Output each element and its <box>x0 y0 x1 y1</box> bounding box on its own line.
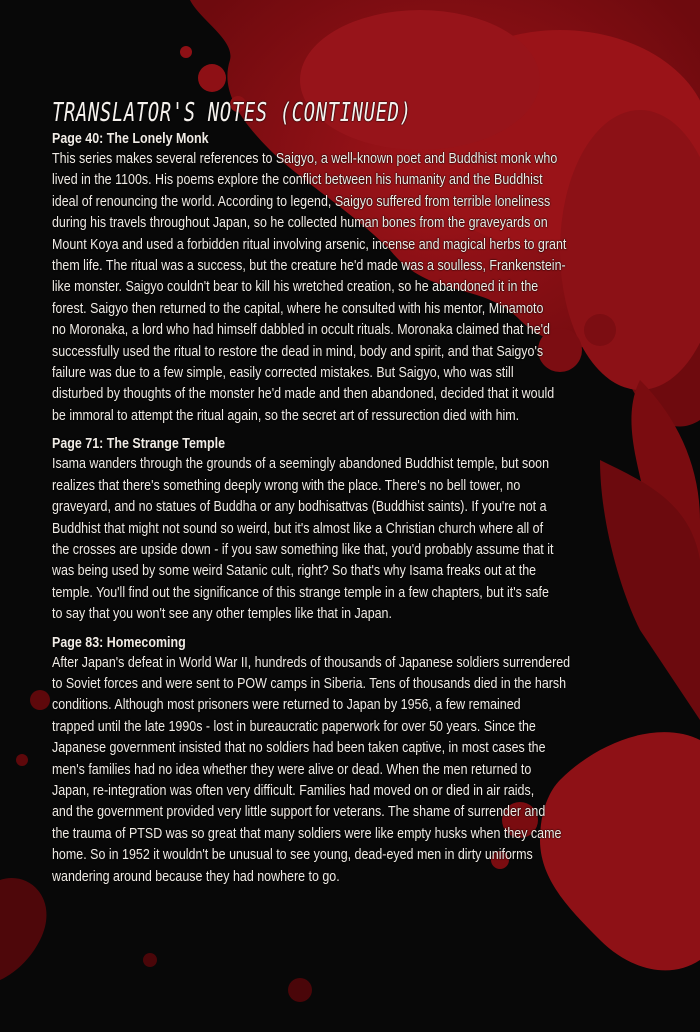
page-title: TRANSLATOR'S NOTES (CONTINUED) <box>52 98 412 128</box>
text-line: graveyard, and no statues of Buddha or any bodhisattvas (Buddhist saints). If you're not a <box>52 499 547 516</box>
text-line: conditions. Although most prisoners were returned to Japan by 1956, a few remained <box>52 697 521 714</box>
text-line: Buddhist that might not sound so weird, but it's almost like a Christian church where all of <box>52 520 544 537</box>
text-line: and the government provided very little support for veterans. The shame of surrender and <box>52 804 546 821</box>
text-line: Japan, re-integration was often very difficult. Families had moved on or died in air raids, <box>52 782 535 799</box>
text-line: to say that you won't see any other temples like that in Japan. <box>52 606 392 623</box>
text-line: men's families had no idea whether they were alive or dead. When the men returned to <box>52 761 532 778</box>
text-line: failure was due to a few simple, easily corrected mistakes. But Saigyo, who was still <box>52 365 514 382</box>
text-line: the crosses are upside down - if you saw something like that, you'd probably assume that it <box>52 541 554 558</box>
text-line: was being used by some weird Satanic cult, right? So that's why Isama freaks out at the <box>52 563 537 580</box>
section-body <box>52 149 700 427</box>
text-line: forest. Saigyo then returned to the capital, where he consulted with his mentor, Minamoto <box>52 300 544 317</box>
text-line: lived in the 1100s. His poems explore the conflict between his humanity and the Buddhist <box>52 172 543 189</box>
text-line: be immoral to attempt the ritual again, so the secret art of ressurection died with him. <box>52 407 520 424</box>
text-line: Isama wanders through the grounds of a seemingly abandoned Buddhist temple, but soon <box>52 456 550 473</box>
text-line: After Japan's defeat in World War II, hundreds of thousands of Japanese soldiers surrendered <box>52 654 571 671</box>
text-line: trapped until the late 1990s - lost in bureaucratic paperwork for over 50 years. Since the <box>52 718 536 735</box>
section-body <box>52 653 700 888</box>
text-line: realizes that there's something deeply wrong with the place. There's no bell tower, no <box>52 477 521 494</box>
section-heading: Page 40: The Lonely Monk <box>52 131 209 147</box>
section-heading: Page 83: Homecoming <box>52 634 186 651</box>
text-line: home. So in 1952 it wouldn't be unusual to see young, dead-eyed men in dirty uniforms <box>52 847 533 864</box>
text-line: like monster. Saigyo couldn't bear to kill his wretched creation, so he abandoned it in the <box>52 279 539 296</box>
text-line: disturbed by thoughts of the monster he'd made and then abandoned, decided that it would <box>52 386 555 403</box>
section-heading: Page 71: The Strange Temple <box>52 436 226 453</box>
note-section <box>52 130 700 427</box>
notes-content <box>52 98 700 896</box>
text-line: to Soviet forces and were sent to POW camps in Siberia. Tens of thousands died in the harsh <box>52 675 567 692</box>
text-line: the trauma of PTSD was so great that many soldiers were like empty husks when they came <box>52 825 562 842</box>
text-line: wandering around because they had nowhere to go. <box>52 868 340 885</box>
text-line: no Moronaka, a lord who had himself dabbled in occult rituals. Moronaka claimed that he'd <box>52 322 551 339</box>
text-line: successfully used the ritual to restore the dead in mind, body and spirit, and that Saigyo's <box>52 343 544 360</box>
note-section <box>52 435 700 625</box>
text-line: temple. You'll find out the significance of this strange temple in a few chapters, but it's safe <box>52 584 549 601</box>
text-line: Japanese government insisted that no soldiers had been taken captive, in most cases the <box>52 740 546 757</box>
text-line: This series makes several references to Saigyo, a well-known poet and Buddhist monk who <box>52 151 558 167</box>
section-body <box>52 454 700 625</box>
text-line: ideal of renouncing the world. According to legend, Saigyo suffered from terrible loneliness <box>52 193 551 210</box>
text-line: Mount Koya and used a forbidden ritual involving arsenic, incense and magical herbs to grant <box>52 236 567 253</box>
text-line: them life. The ritual was a success, but the creature he'd made was a soulless, Frankenstein- <box>52 258 566 275</box>
text-line: during his travels throughout Japan, so he collected human bones from the graveyards on <box>52 215 548 232</box>
note-section <box>52 634 700 888</box>
